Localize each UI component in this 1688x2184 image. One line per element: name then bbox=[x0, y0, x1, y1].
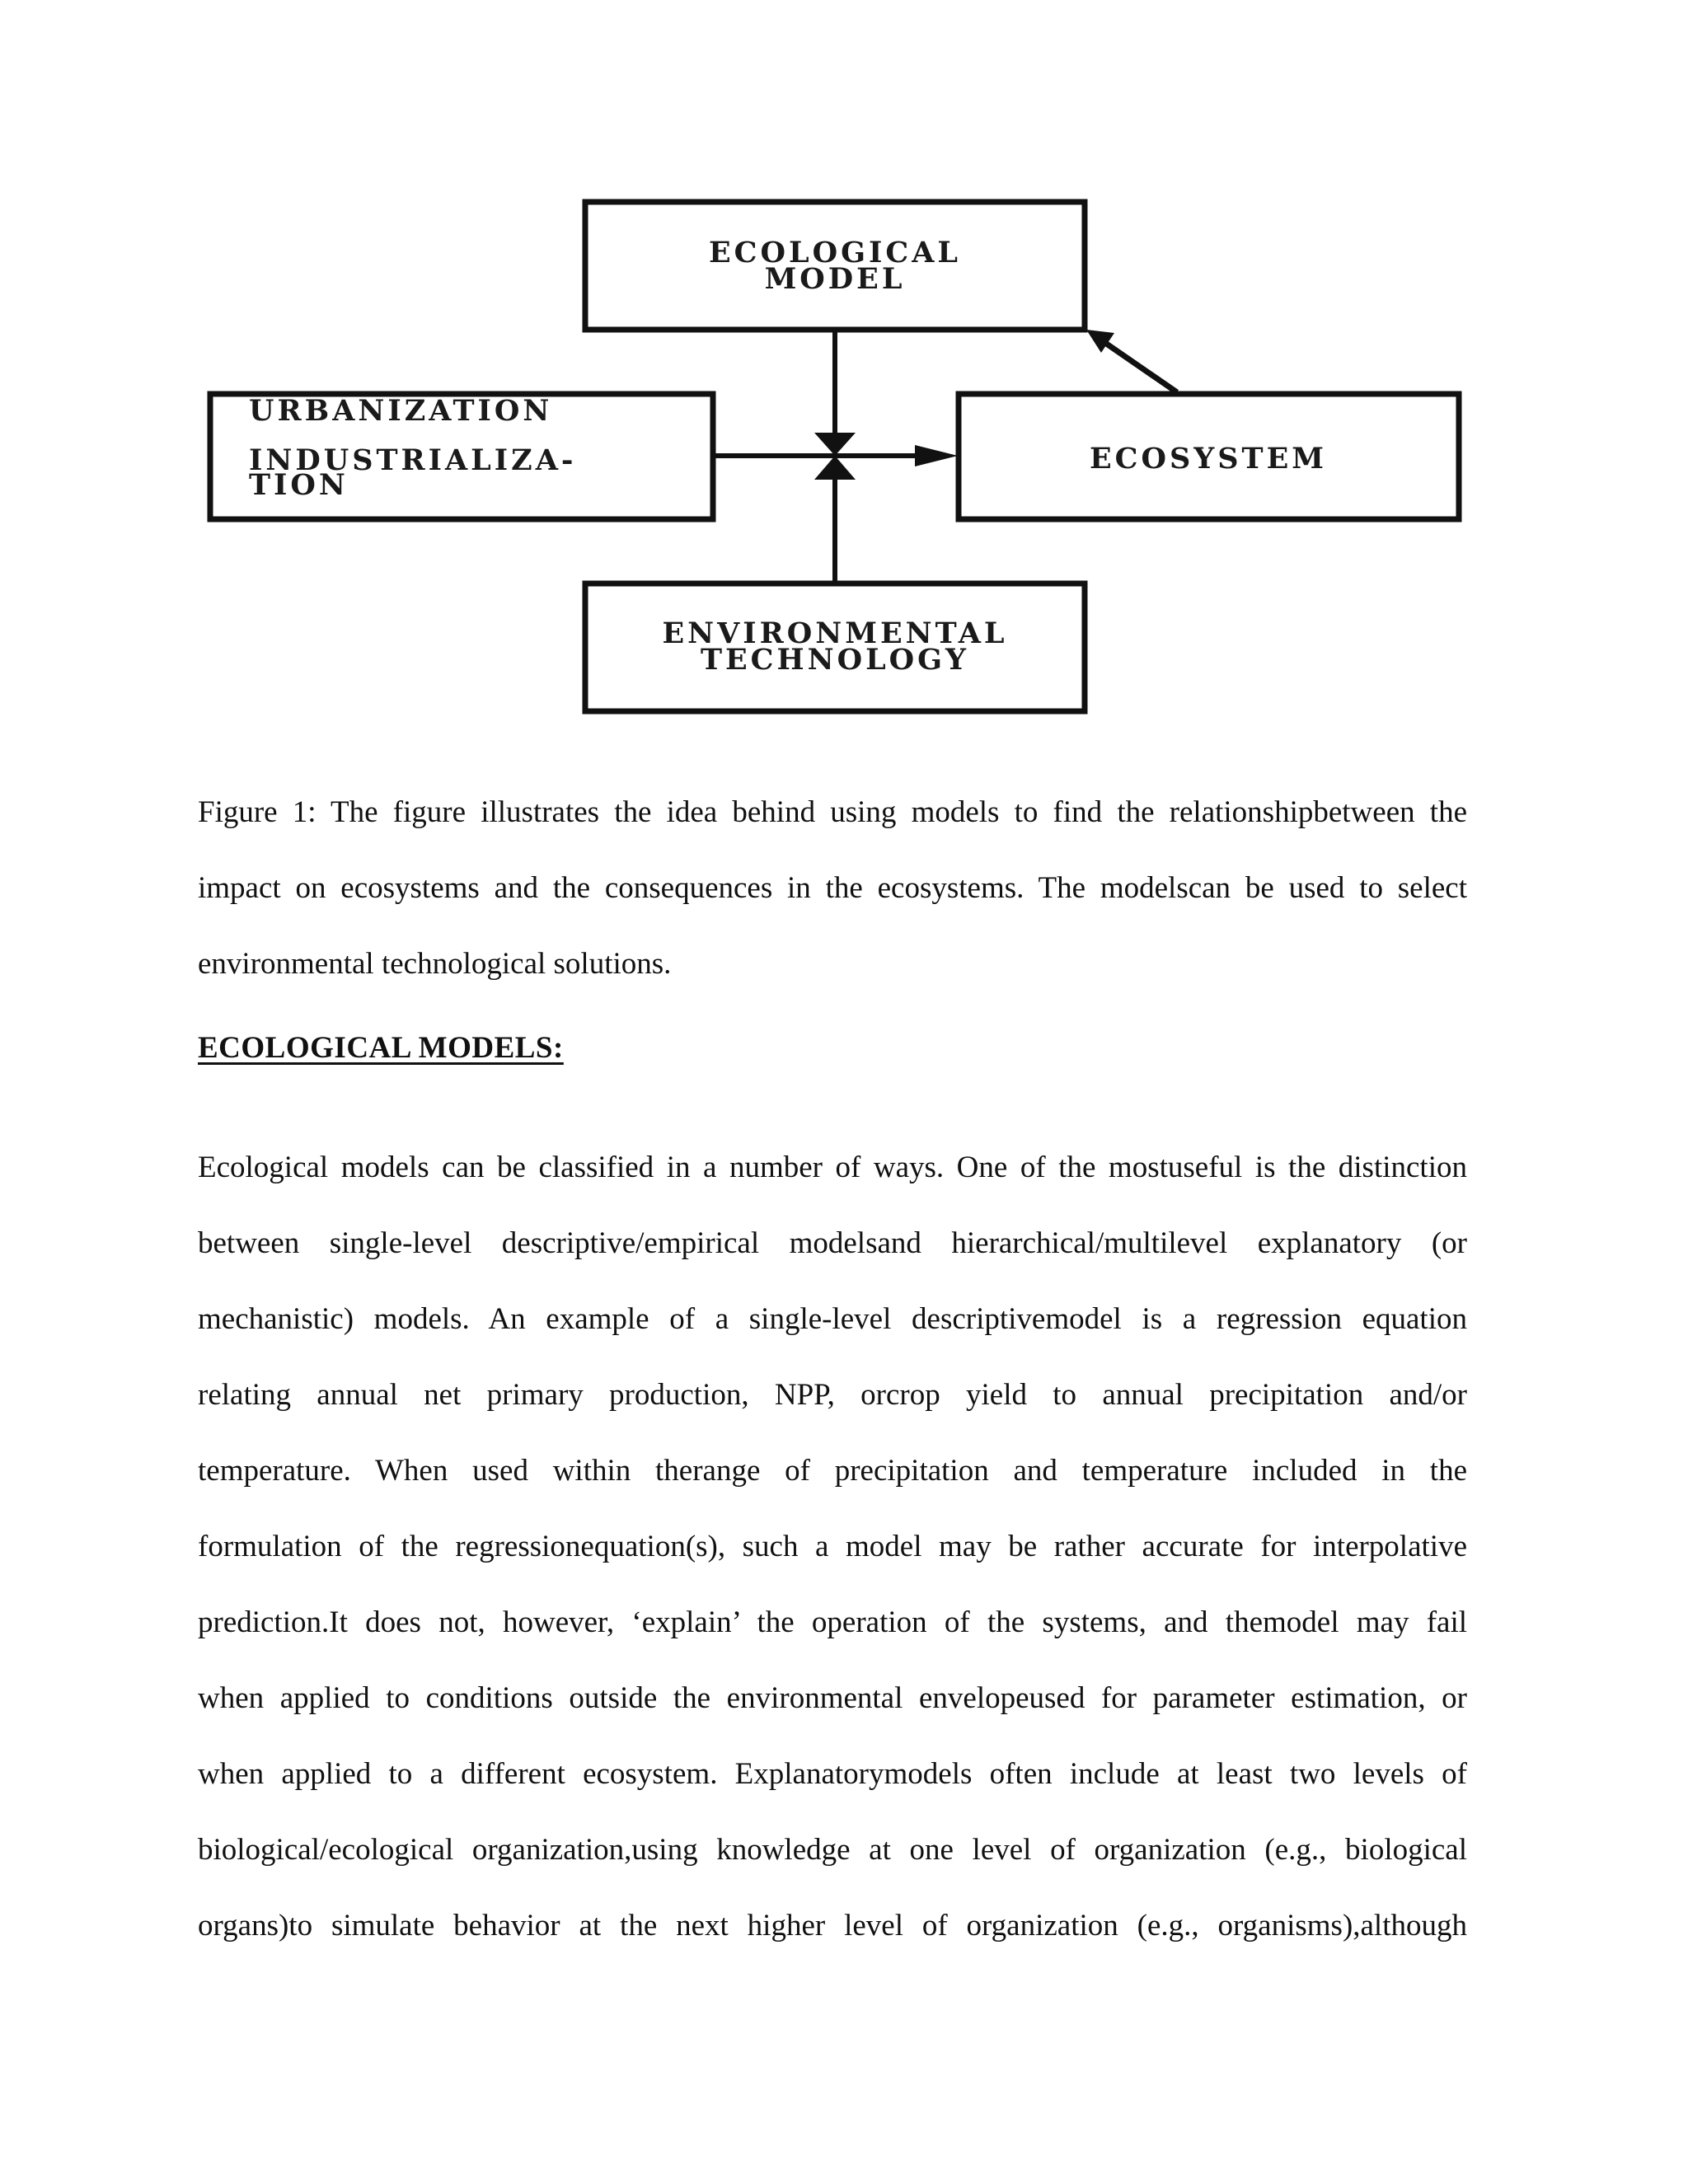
ecological-model-box bbox=[585, 202, 1085, 330]
body-line: formulation of the regressionequation(s), such a model may be rather accurate for interpolative bbox=[198, 1530, 1467, 1563]
body-line: temperature. When used within therange of precipitation and temperature included in the bbox=[198, 1454, 1467, 1488]
junction-down-triangle bbox=[814, 433, 856, 456]
junction-up-triangle bbox=[814, 456, 856, 480]
body-line: prediction.It does not, however, ‘explain’ the operation of the systems, and themodel may fail bbox=[198, 1605, 1467, 1639]
urbanization-label-line-2: INDUSTRIALIZA- bbox=[249, 443, 577, 477]
body-line: between single-level descriptive/empirical modelsand hierarchical/multilevel explanatory (or bbox=[198, 1226, 1467, 1260]
urbanization-label-line-1: URBANIZATION bbox=[249, 394, 553, 428]
section-heading: ECOLOGICAL MODELS: bbox=[198, 1031, 564, 1065]
figure-caption bbox=[198, 775, 1467, 1002]
ecosystem-to-model-line bbox=[1103, 341, 1177, 392]
ecosystem-arrowhead bbox=[915, 445, 958, 466]
ecosystem-label: ECOSYSTEM bbox=[1089, 442, 1328, 476]
environmental-technology-label-line-1: ENVIRONMENTAL bbox=[662, 616, 1008, 650]
body-line: organs)to simulate behavior at the next higher level of organization (e.g., organisms),although bbox=[198, 1909, 1467, 1943]
urbanization-label-line-3: TION bbox=[249, 468, 349, 502]
ecosystem-box bbox=[959, 394, 1459, 519]
body-line: mechanistic) models. An example of a single-level descriptivemodel is a regression equation bbox=[198, 1302, 1467, 1336]
body-line: Ecological models can be classified in a number of ways. One of the mostuseful is the distinction bbox=[198, 1151, 1467, 1184]
caption-line: Figure 1: The figure illustrates the idea behind using models to find the relationshipbetween the bbox=[198, 795, 1467, 829]
environmental-technology-label-line-2: TECHNOLOGY bbox=[700, 643, 970, 677]
urbanization-industrialization-box bbox=[210, 394, 713, 519]
body-line: when applied to a different ecosystem. Explanatorymodels often include at least two levels of bbox=[198, 1757, 1467, 1791]
environmental-technology-box bbox=[585, 583, 1085, 711]
ecological-model-label-line-2: MODEL bbox=[764, 262, 906, 296]
body-line: relating annual net primary production, NPP, orcrop yield to annual precipitation and/or bbox=[198, 1378, 1467, 1412]
body-line: when applied to conditions outside the environmental envelopeused for parameter estimation, or bbox=[198, 1681, 1467, 1715]
caption-line: impact on ecosystems and the consequences in the ecosystems. The modelscan be used to select bbox=[198, 871, 1467, 905]
diagram-svg bbox=[0, 0, 1688, 742]
body-line: biological/ecological organization,using knowledge at one level of organization (e.g., biological bbox=[198, 1833, 1467, 1867]
ecological-model-label-line-1: ECOLOGICAL bbox=[708, 236, 962, 269]
caption-line: environmental technological solutions. bbox=[198, 947, 672, 981]
ecological-model-diagram bbox=[0, 0, 1688, 742]
body-paragraph bbox=[198, 1130, 1467, 1964]
